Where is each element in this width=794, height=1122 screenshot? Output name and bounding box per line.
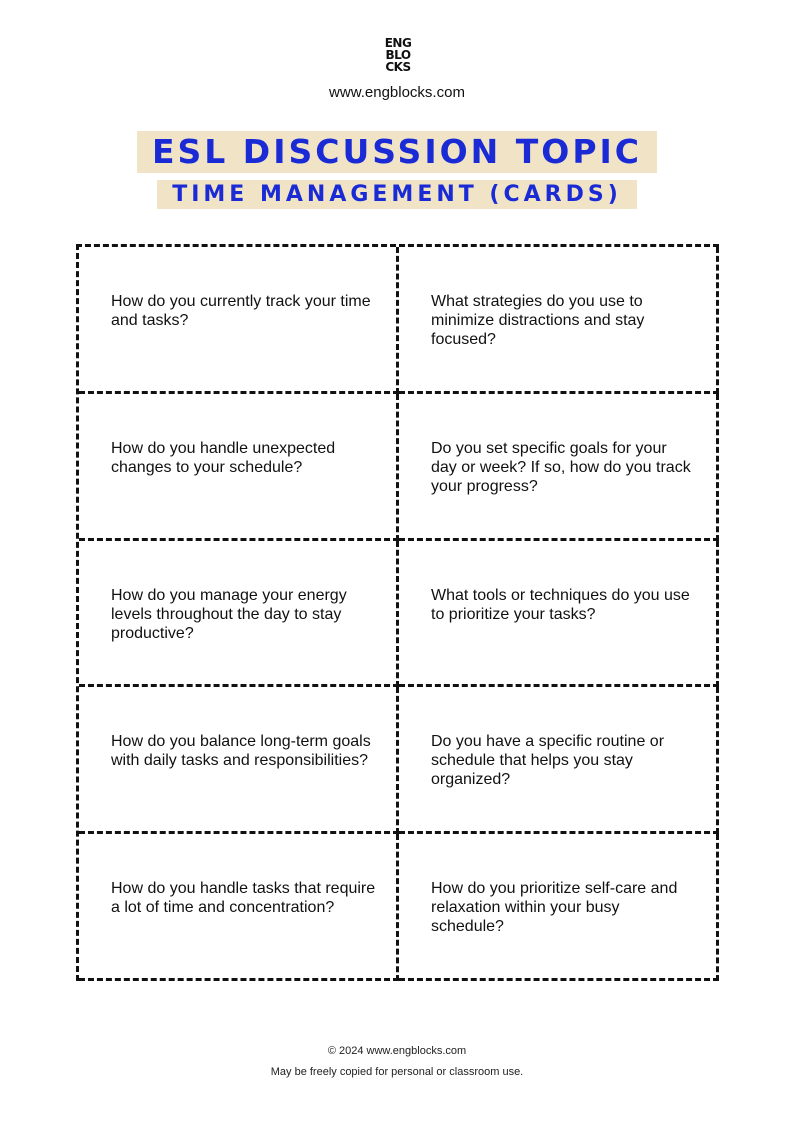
- site-url[interactable]: www.engblocks.com: [329, 84, 465, 101]
- engblocks-logo: [378, 37, 418, 73]
- discussion-card-1: How do you currently track your time and tasks?: [79, 247, 399, 394]
- logo-line-2: BLO: [385, 48, 411, 62]
- discussion-card-2: What strategies do you use to minimize distractions and stay focused?: [399, 247, 719, 394]
- discussion-card-7: How do you balance long-term goals with daily tasks and responsibilities?: [79, 687, 399, 834]
- footer-usage-note: May be freely copied for personal or classroom use.: [270, 1066, 524, 1078]
- page-subtitle: TIME MANAGEMENT (CARDS): [157, 180, 637, 209]
- logo-line-1: ENG: [384, 36, 412, 50]
- discussion-card-4: Do you set specific goals for your day or week? If so, how do you track your progress?: [399, 394, 719, 541]
- card-grid: [76, 244, 719, 981]
- discussion-card-9: How do you handle tasks that require a lot of time and concentration?: [79, 834, 399, 981]
- logo-line-3: CKS: [385, 60, 411, 74]
- discussion-card-5: How do you manage your energy levels throughout the day to stay productive?: [79, 541, 399, 688]
- discussion-card-6: What tools or techniques do you use to prioritize your tasks?: [399, 541, 719, 688]
- discussion-card-8: Do you have a specific routine or schedule that helps you stay organized?: [399, 687, 719, 834]
- discussion-card-3: How do you handle unexpected changes to your schedule?: [79, 394, 399, 541]
- footer-copyright: © 2024 www.engblocks.com: [327, 1045, 467, 1057]
- discussion-card-10: How do you prioritize self-care and relaxation within your busy schedule?: [399, 834, 719, 981]
- page-title: ESL DISCUSSION TOPIC: [137, 131, 657, 173]
